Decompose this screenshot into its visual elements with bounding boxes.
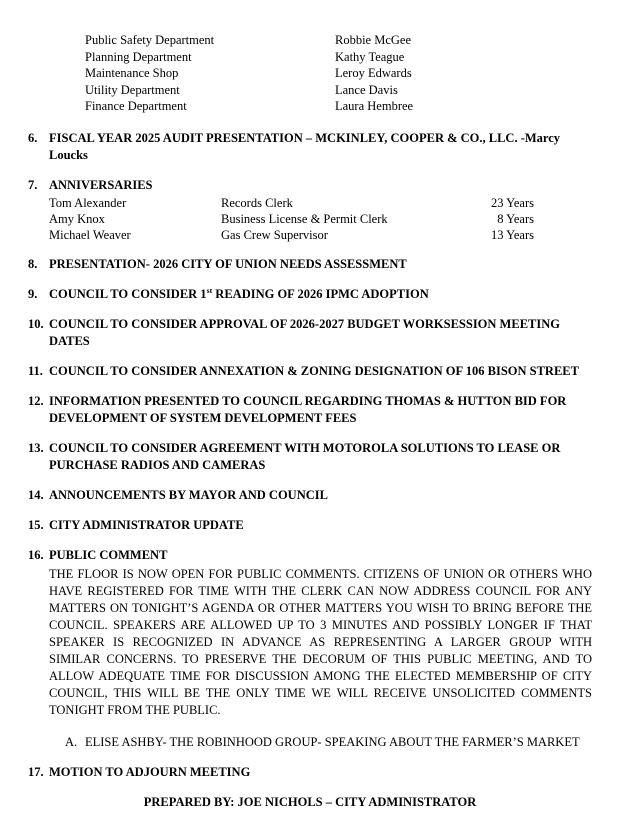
anniversary-years: 13 Years	[490, 227, 534, 242]
item-title: FISCAL YEAR 2025 AUDIT PRESENTATION – MCKINLEY, COOPER & CO., LLC. -Marcy Loucks	[49, 130, 561, 162]
department-head: Lance Davis	[335, 82, 398, 97]
anniversary-title: Gas Crew Supervisor	[221, 227, 328, 242]
item-title: PRESENTATION- 2026 CITY OF UNION NEEDS ASSESSMENT	[49, 256, 407, 271]
agenda-item-17	[28, 764, 592, 781]
anniversary-title: Business License & Permit Clerk	[221, 211, 388, 226]
department-name: Public Safety Department	[85, 33, 215, 47]
anniversary-row	[49, 227, 592, 243]
item-title: COUNCIL TO CONSIDER AGREEMENT WITH MOTOROLA SOLUTIONS TO LEASE OR PURCHASE RADIOS AND CAMERAS	[49, 440, 561, 472]
department-head: Robbie McGee	[335, 33, 412, 47]
item-body	[49, 177, 592, 243]
department-name: Utility Department	[85, 82, 180, 97]
anniversary-row	[49, 195, 592, 211]
anniversary-row	[49, 211, 592, 227]
prepared-by-line: PREPARED BY: JOE NICHOLS – CITY ADMINISTRATOR	[143, 794, 477, 809]
item-number: 14.	[28, 487, 44, 502]
department-row	[85, 82, 592, 99]
item-number: 7.	[28, 177, 38, 192]
agenda-item-11	[28, 363, 592, 380]
agenda-item-6	[28, 130, 592, 164]
anniversary-name: Amy Knox	[49, 211, 105, 226]
department-roster	[85, 32, 592, 115]
item-number: 10.	[28, 316, 44, 331]
department-name: Maintenance Shop	[85, 66, 179, 80]
item-number: 9.	[28, 286, 38, 301]
item-title: MOTION TO ADJOURN MEETING	[49, 764, 251, 779]
ordinal-suffix: st	[206, 285, 213, 295]
item-title: ANNIVERSARIES	[49, 177, 153, 192]
item-number: 13.	[28, 440, 44, 455]
item-number: 8.	[28, 256, 38, 271]
department-row	[85, 65, 592, 82]
anniversary-name: Tom Alexander	[49, 195, 127, 210]
agenda-item-8	[28, 256, 592, 273]
item-title: COUNCIL TO CONSIDER APPROVAL OF 2026-2027 BUDGET WORKSESSION MEETING DATES	[49, 316, 560, 348]
public-comment-body: THE FLOOR IS NOW OPEN FOR PUBLIC COMMENTS. CITIZENS OF UNION OR OTHERS WHO HAVE REGISTERED FOR TIME WITH THE CLERK CAN NOW ADDRESS COUNCIL FOR ANY MATTERS ON TONIGHT’S AGENDA OR OTHER MATTERS YOU WISH TO BRING BEFORE THE COUNCIL. SPEAKERS ARE ALLOWED UP TO 3 MINUTES AND POSSIBLY LONGER IF THAT SPEAKER IS RECOGNIZED IN ADVANCE AS REPRESENTING A LARGER GROUP WITH SIMILAR CONCERNS. TO PRESERVE THE DECORUM OF THIS PUBLIC MEETING, AND TO ALLOW ADEQUATE TIME FOR DISCUSSION AMONG THE ELECTED MEMBERSHIP OF CITY COUNCIL, THIS WILL BE THE ONLY TIME WE WILL RECEIVE UNSOLICITED COMMENTS TONIGHT FROM THE PUBLIC.	[49, 566, 592, 717]
item-number: 16.	[28, 547, 44, 562]
item-title: INFORMATION PRESENTED TO COUNCIL REGARDING THOMAS & HUTTON BID FOR DEVELOPMENT OF SYSTEM DEVELOPMENT FEES	[49, 393, 567, 425]
item-title: COUNCIL TO CONSIDER ANNEXATION & ZONING DESIGNATION OF 106 BISON STREET	[49, 363, 579, 378]
agenda-item-12	[28, 393, 592, 427]
item-title	[49, 286, 592, 303]
department-name: Planning Department	[85, 49, 192, 64]
anniversaries-table	[49, 195, 592, 243]
department-row	[85, 98, 592, 115]
item-number: 6.	[28, 130, 38, 145]
department-row	[85, 32, 592, 49]
item-title: CITY ADMINISTRATOR UPDATE	[49, 517, 244, 532]
agenda-item-9	[28, 286, 592, 303]
item-number: 11.	[28, 363, 43, 378]
item-number: 17.	[28, 764, 44, 779]
department-name: Finance Department	[85, 99, 187, 113]
agenda-item-13	[28, 440, 592, 474]
sub-item-label: A.	[65, 734, 78, 749]
item-title: PUBLIC COMMENT	[49, 547, 168, 562]
item-title: ANNOUNCEMENTS BY MAYOR AND COUNCIL	[49, 487, 328, 502]
sub-item-text: ELISE ASHBY- THE ROBINHOOD GROUP- SPEAKING ABOUT THE FARMER’S MARKET	[85, 734, 580, 749]
anniversary-years: 23 Years	[490, 195, 534, 210]
agenda-item-10	[28, 316, 592, 350]
department-head: Laura Hembree	[335, 99, 414, 113]
sub-item-a	[49, 734, 592, 751]
agenda-item-15	[28, 517, 592, 534]
item-number: 15.	[28, 517, 44, 532]
agenda-item-14	[28, 487, 592, 504]
department-row	[85, 49, 592, 66]
item-title-text: COUNCIL TO CONSIDER 1	[49, 286, 207, 301]
department-head: Leroy Edwards	[335, 66, 412, 80]
department-head: Kathy Teague	[335, 49, 405, 64]
item-number: 12.	[28, 393, 44, 408]
agenda-item-16	[28, 547, 592, 751]
anniversary-years: 8 Years	[497, 211, 534, 226]
anniversary-title: Records Clerk	[221, 195, 293, 210]
item-title-text: READING OF 2026 IPMC ADOPTION	[212, 286, 429, 301]
agenda-item-7	[28, 177, 592, 243]
anniversary-name: Michael Weaver	[49, 227, 131, 242]
item-body	[49, 547, 592, 751]
